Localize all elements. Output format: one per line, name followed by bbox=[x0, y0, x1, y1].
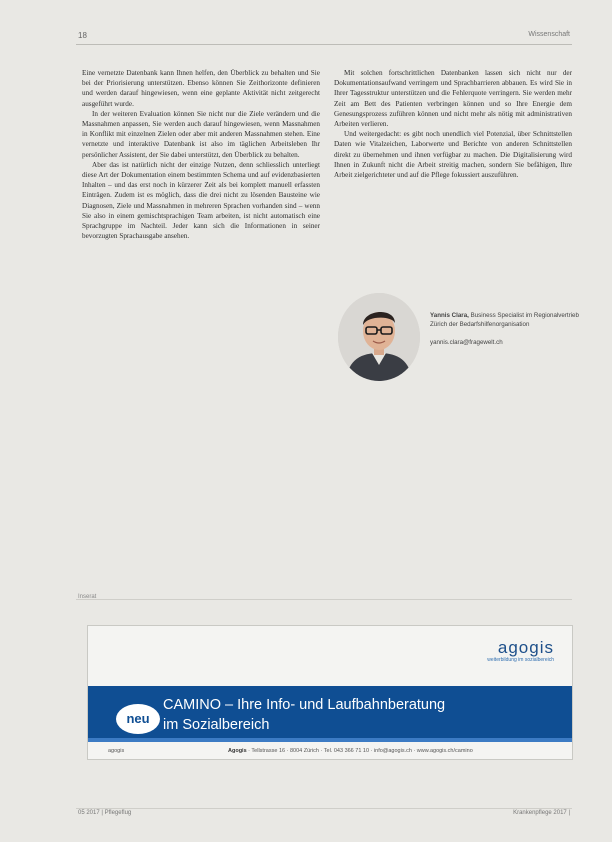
ad-footer-brand: agogis bbox=[108, 748, 125, 754]
ad-headline-line: CAMINO – Ihre Info- und Laufbahnberatung bbox=[163, 697, 446, 713]
article-column-left bbox=[82, 68, 320, 241]
article-column-right bbox=[334, 68, 572, 180]
author-name: Yannis Clara, bbox=[430, 312, 469, 319]
article-paragraph: In der weiteren Evaluation können Sie nicht nur die Ziele verändern und die Massnahmen anpassen, Sie werden auch darauf hingewiesen, wenn Massnahmen in Konflikt mit einzelnen Zielen oder aber mit anderen Massnahmen stehen. Eine vernetzte und interaktive Datenbank ist also im täglichen Arbeitsleben Ihr persönlicher Assistent, der Sie dabei unterstützt, den Überblick zu behalten. bbox=[82, 109, 320, 159]
article-paragraph: Aber das ist natürlich nicht der einzige Nutzen, denn schliesslich unterliegt diese Art der Dokumentation einem bestimmten Schema und auf evidenzbasierten Inhalten – und das erst noch in kürzerer Zeit als bei komplett manuell erfassten Einträgen. Zudem ist es möglich, dass die drei nicht zu lösenden Bausteine wie Diagnosen, Ziele und Massnahmen in mehreren Sprachen vorhanden sind – wenn Sie also in einem gemischtsprachigen Team arbeiten, ist nicht automatisch eine Sprachgruppe im Nachteil. Jeder kann sich die Informationen in seiner bevorzugten Sprachausgabe ansehen. bbox=[82, 160, 320, 241]
ad-contact bbox=[228, 748, 473, 754]
ad-brand: agogis bbox=[497, 638, 554, 657]
ad-company: Agogis bbox=[228, 748, 247, 754]
advertisement bbox=[87, 625, 573, 760]
page-number: 18 bbox=[78, 31, 87, 40]
ad-footer bbox=[88, 746, 572, 758]
author-email: yannis.clara@fragewelt.ch bbox=[430, 339, 503, 346]
ad-label: Inserat bbox=[78, 594, 97, 600]
author-portrait-icon bbox=[338, 293, 420, 381]
article-paragraph: Eine vernetzte Datenbank kann Ihnen helfen, den Überblick zu behalten und Sie bei der Priorisierung unterstützen. Ebenso können Sie Zeithorizonte definieren und werden darauf hingewiesen, wenn eine geplante Aktivität nicht zeitgerecht ausgeführt wurde. bbox=[82, 69, 320, 108]
author-photo bbox=[338, 293, 420, 381]
ad-tagline: weiterbildung im sozialbereich bbox=[487, 657, 554, 663]
header-divider bbox=[76, 44, 572, 45]
ad-banner-accent bbox=[88, 738, 572, 742]
ad-headline bbox=[163, 695, 445, 735]
article-paragraph: Und weitergedacht: es gibt noch unendlich viel Potenzial, über Schnittstellen Daten wie Vitalzeichen, Laborwerte und Berichte von anderen Schnittstellen direkt zu übernehmen und ihnen verfügbar zu machen. Die Digitalisierung wird Ihnen in Zukunft nicht die Arbeit streitig machen, sondern Sie befähigen, Ihre Arbeit zielgerichteter und auf die Pflege fokussiert auszuführen. bbox=[334, 130, 572, 180]
article-paragraph: Mit solchen fortschrittlichen Datenbanken lassen sich nicht nur der Dokumentationsaufwand verringern und Sprachbarrieren abbauen. Es wird Sie in Ihrer Tagesstruktur unterstützen und die Fehlerquote verringern. Sie werden mehr Zeit am Bett des Patienten verbringen können und so Ihre Energie dem Genesungsprozess zuführen können und nicht mehr als nötig mit administrativen Arbeiten verlieren. bbox=[334, 69, 572, 129]
footer-issue: 05 2017 | Pflegeflug bbox=[78, 810, 132, 816]
author-bio bbox=[430, 311, 580, 347]
ad-divider bbox=[76, 599, 572, 600]
section-title: Wissenschaft bbox=[528, 31, 570, 38]
ad-contact-details: · Tellstrasse 16 · 8004 Zürich · Tel. 043 366 71 10 · info@agogis.ch · www.agogis.ch/camino bbox=[248, 748, 473, 754]
ad-headline-line: im Sozialbereich bbox=[163, 717, 270, 733]
footer-divider bbox=[76, 808, 572, 809]
author-role: Business Specialist im Regionalvertrieb Zürich der Bedarfshilfenorganisation bbox=[430, 312, 579, 328]
agogis-logo bbox=[487, 638, 554, 663]
footer-magazine: Krankenpflege 2017 | bbox=[513, 810, 570, 816]
author-box bbox=[338, 293, 578, 383]
new-badge: neu bbox=[116, 704, 160, 734]
